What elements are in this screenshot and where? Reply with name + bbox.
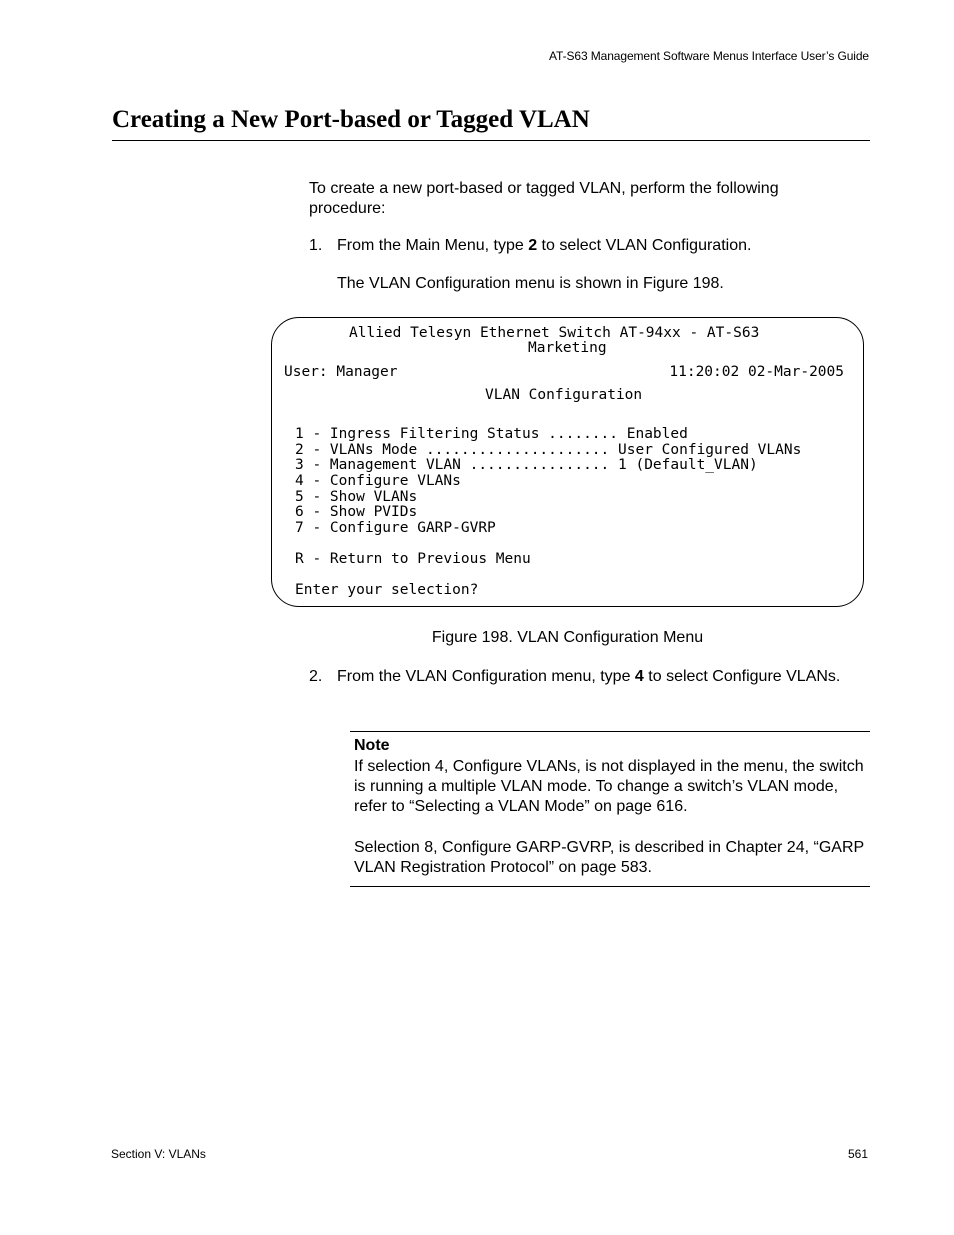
screen-menu-item: 2 - VLANs Mode ..................... User Configured VLANs [295, 442, 802, 458]
screen-menu-item: 5 - Show VLANs [295, 489, 418, 505]
note-paragraph: Selection 8, Configure GARP-GVRP, is described in Chapter 24, “GARP VLAN Registration Protocol” on page 583. [354, 839, 864, 876]
note-paragraph: If selection 4, Configure VLANs, is not displayed in the menu, the switch is running a multiple VLAN mode. To change a switch’s VLAN mode, refer to “Selecting a VLAN Mode” on page 616. [354, 758, 864, 815]
intro-paragraph: To create a new port-based or tagged VLAN, perform the following procedure: [309, 180, 779, 217]
step-key: 4 [634, 668, 644, 685]
step-1 [309, 236, 849, 256]
screen-return-item: R - Return to Previous Menu [295, 551, 531, 567]
screen-menu-item: 3 - Management VLAN ................ 1 (Default_VLAN) [295, 457, 758, 473]
section-title: Creating a New Port-based or Tagged VLAN [112, 106, 590, 133]
footer-section: Section V: VLANs [111, 1147, 206, 1161]
screen-menu-item: 7 - Configure GARP-GVRP [295, 520, 496, 536]
screen-prompt: Enter your selection? [295, 582, 479, 598]
screen-menu-item: 4 - Configure VLANs [295, 473, 461, 489]
screen-menu-item: 6 - Show PVIDs [295, 504, 418, 520]
note-box [350, 731, 870, 887]
figure-caption: Figure 198. VLAN Configuration Menu [431, 629, 704, 646]
screen-user: User: Manager [284, 364, 398, 380]
step-number: 1. [309, 237, 323, 254]
screen-timestamp: 11:20:02 02-Mar-2005 [669, 364, 844, 380]
step-key: 2 [528, 237, 538, 254]
screen-menu-title: VLAN Configuration [485, 387, 643, 403]
step-number: 2. [309, 668, 323, 685]
screen-menu-item: 1 - Ingress Filtering Status ........ Enabled [295, 426, 688, 442]
step-1-followup: The VLAN Configuration menu is shown in Figure 198. [337, 275, 724, 292]
step-2 [309, 667, 849, 687]
note-title: Note [354, 737, 390, 754]
step-text: From the VLAN Configuration menu, type 4 to select Configure VLANs. [337, 668, 841, 685]
screen-banner-line1: Allied Telesyn Ethernet Switch AT-94xx - AT-S63 [349, 325, 760, 341]
screen-banner-line2: Marketing [528, 340, 607, 356]
footer-page-number: 561 [847, 1147, 868, 1161]
running-header: AT-S63 Management Software Menus Interface User’s Guide [549, 49, 869, 63]
title-rule [112, 140, 870, 141]
terminal-screen-figure [271, 317, 864, 607]
step-text: From the Main Menu, type 2 to select VLAN Configuration. [337, 237, 752, 254]
